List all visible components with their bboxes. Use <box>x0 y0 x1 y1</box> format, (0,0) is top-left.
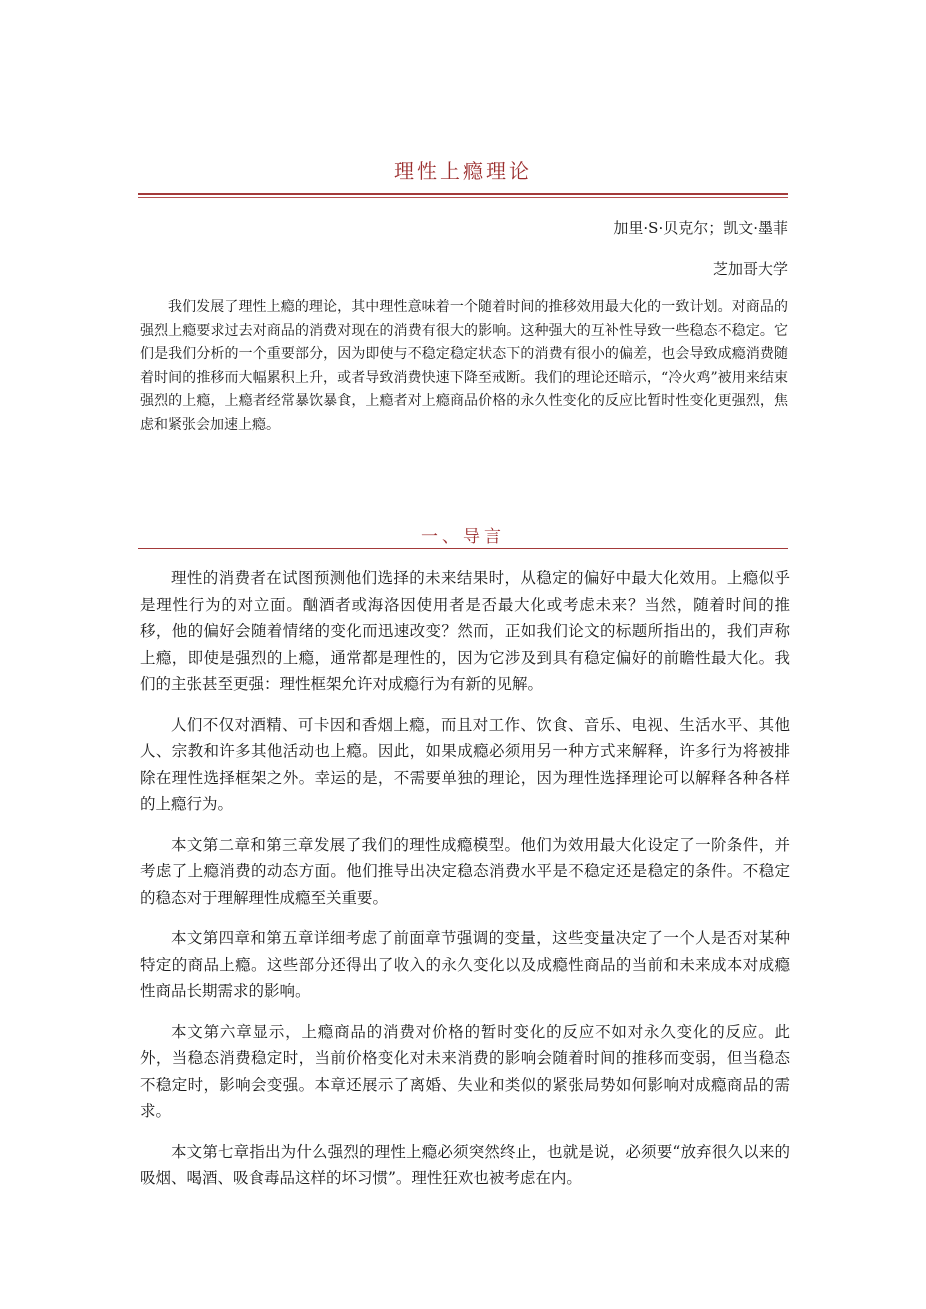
title-divider <box>138 193 788 195</box>
paragraph: 本文第六章显示，上瘾商品的消费对价格的暂时变化的反应不如对永久变化的反应。此外，当稳态消费稳定时，当前价格变化对未来消费的影响会随着时间的推移而变弱，但当稳态不稳定时，影响会变强。本章还展示了离婚、失业和类似的紧张局势如何影响对成瘾商品的需求。 <box>140 1022 790 1120</box>
affiliation: 芝加哥大学 <box>712 260 788 278</box>
paragraph: 理性的消费者在试图预测他们选择的未来结果时，从稳定的偏好中最大化效用。上瘾似乎是理性行为的对立面。酗酒者或海洛因使用者是否最大化或考虑未来？当然，随着时间的推移，他的偏好会随着情绪的变化而迅速改变？然而，正如我们论文的标题所指出的，我们声称上瘾，即使是强烈的上瘾，通常都是理性的，因为它涉及到具有稳定偏好的前瞻性最大化。我们的主张甚至更强：理性框架允许对成瘾行为有新的见解。 <box>140 569 790 693</box>
paragraph: 本文第二章和第三章发展了我们的理性成瘾模型。他们为效用最大化设定了一阶条件，并考虑了上瘾消费的动态方面。他们推导出决定稳态消费水平是不稳定还是稳定的条件。不稳定的稳态对于理解理性成瘾至关重要。 <box>140 835 790 907</box>
paragraph: 本文第四章和第五章详细考虑了前面章节强调的变量，这些变量决定了一个人是否对某种特定的商品上瘾。这些部分还得出了收入的永久变化以及成瘾性商品的当前和未来成本对成瘾性商品长期需求的影响。 <box>140 929 790 1000</box>
section-divider <box>138 548 788 549</box>
section-heading: 一、导言 <box>421 527 505 547</box>
paragraph: 本文第七章指出为什么强烈的理性上瘾必须突然终止，也就是说，必须要“放弃很久以来的吸烟、喝酒、吸食毒品这样的坏习惯”。理性狂欢也被考虑在内。 <box>140 1142 790 1187</box>
title-divider-thin <box>138 197 788 198</box>
abstract: 我们发展了理性上瘾的理论，其中理性意味着一个随着时间的推移效用最大化的一致计划。对商品的强烈上瘾要求过去对商品的消费对现在的消费有很大的影响。这种强大的互补性导致一些稳态不稳定。它们是我们分析的一个重要部分，因为即使与不稳定稳定状态下的消费有很小的偏差，也会导致成瘾消费随着时间的推移而大幅累积上升，或者导致消费快速下降至戒断。我们的理论还暗示，“冷火鸡”被用来结束强烈的上瘾，上瘾者经常暴饮暴食，上瘾者对上瘾商品价格的永久性变化的反应比暂时性变化更强烈，焦虑和紧张会加速上瘾。 <box>140 299 788 433</box>
paragraph: 人们不仅对酒精、可卡因和香烟上瘾，而且对工作、饮食、音乐、电视、生活水平、其他人、宗教和许多其他活动也上瘾。因此，如果成瘾必须用另一种方式来解释，许多行为将被排除在理性选择框架之外。幸运的是，不需要单独的理论，因为理性选择理论可以解释各种各样的上瘾行为。 <box>140 715 790 813</box>
section-body <box>140 565 790 1206</box>
authors: 加里·S·贝克尔；凯文·墨菲 <box>613 219 788 237</box>
paper-title: 理性上瘾理论 <box>394 159 532 183</box>
